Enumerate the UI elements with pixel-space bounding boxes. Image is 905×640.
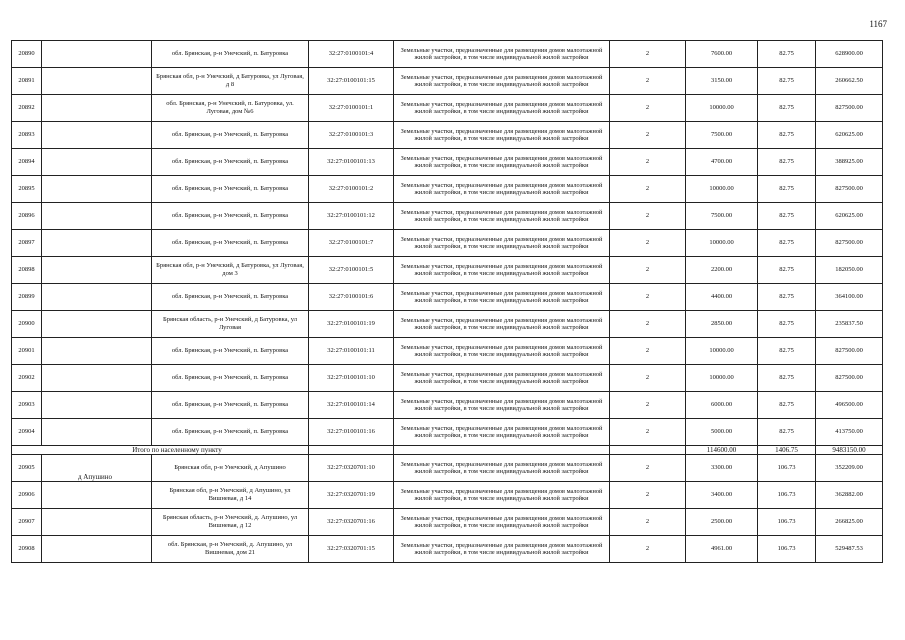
row-land-purpose: Земельные участки, предназначенные для размещения домов малоэтажной жилой застройки, в том числе индивидуальной жилой застройки xyxy=(394,392,610,419)
row-spacer xyxy=(42,284,152,311)
table-body-batyrovka xyxy=(12,41,883,446)
row-group: 2 xyxy=(610,365,686,392)
row-group: 2 xyxy=(610,536,686,563)
row-cadastral-value: 364100.00 xyxy=(816,284,883,311)
row-cadastral-value: 827500.00 xyxy=(816,176,883,203)
row-rate: 82.75 xyxy=(758,41,816,68)
row-address: Брянская область, р-н Унечский, д Батуровка, ул Луговая xyxy=(152,311,309,338)
row-area: 2850.00 xyxy=(686,311,758,338)
row-area: 2200.00 xyxy=(686,257,758,284)
row-rate: 82.75 xyxy=(758,230,816,257)
table-row xyxy=(12,230,883,257)
row-land-purpose: Земельные участки, предназначенные для размещения домов малоэтажной жилой застройки, в том числе индивидуальной жилой застройки xyxy=(394,419,610,446)
subtotal-row xyxy=(12,446,883,455)
table-row xyxy=(12,203,883,230)
row-group: 2 xyxy=(610,419,686,446)
row-rate: 82.75 xyxy=(758,311,816,338)
row-land-purpose: Земельные участки, предназначенные для размещения домов малоэтажной жилой застройки, в том числе индивидуальной жилой застройки xyxy=(394,455,610,482)
row-spacer xyxy=(42,41,152,68)
row-number: 20899 xyxy=(12,284,42,311)
row-number: 20906 xyxy=(12,482,42,509)
row-number: 20905 xyxy=(12,455,42,482)
row-spacer xyxy=(42,122,152,149)
row-land-purpose: Земельные участки, предназначенные для размещения домов малоэтажной жилой застройки, в том числе индивидуальной жилой застройки xyxy=(394,95,610,122)
row-number: 20898 xyxy=(12,257,42,284)
row-address: обл. Брянская, р-н Унечский, п. Батуровка xyxy=(152,338,309,365)
cadastral-value-table xyxy=(11,40,883,563)
row-rate: 82.75 xyxy=(758,203,816,230)
row-rate: 82.75 xyxy=(758,122,816,149)
table-row xyxy=(12,392,883,419)
row-address: Брянская обл, р-н Унечский, д Батуровка, ул Луговая, д 8 xyxy=(152,68,309,95)
row-cadastral-number: 32:27:0100101:3 xyxy=(309,122,394,149)
row-cadastral-value: 620625.00 xyxy=(816,122,883,149)
row-cadastral-value: 362882.00 xyxy=(816,482,883,509)
row-number: 20896 xyxy=(12,203,42,230)
row-group: 2 xyxy=(610,95,686,122)
row-cadastral-number: 32:27:0100101:19 xyxy=(309,311,394,338)
row-spacer xyxy=(42,176,152,203)
row-number: 20901 xyxy=(12,338,42,365)
row-land-purpose: Земельные участки, предназначенные для размещения домов малоэтажной жилой застройки, в том числе индивидуальной жилой застройки xyxy=(394,365,610,392)
row-rate: 82.75 xyxy=(758,284,816,311)
row-spacer xyxy=(42,509,152,536)
subtotal-rate: 1406.75 xyxy=(758,446,816,455)
row-address: обл. Брянская, р-н Унечский, п. Батуровка xyxy=(152,203,309,230)
row-cadastral-number: 32:27:0100101:1 xyxy=(309,95,394,122)
row-group: 2 xyxy=(610,203,686,230)
row-area: 3300.00 xyxy=(686,455,758,482)
subtotal-empty-2 xyxy=(394,446,610,455)
row-address: обл. Брянская, р-н Унечский, п. Батуровка xyxy=(152,365,309,392)
row-area: 2500.00 xyxy=(686,509,758,536)
row-spacer xyxy=(42,482,152,509)
row-spacer xyxy=(42,68,152,95)
row-group: 2 xyxy=(610,482,686,509)
row-land-purpose: Земельные участки, предназначенные для размещения домов малоэтажной жилой застройки, в том числе индивидуальной жилой застройки xyxy=(394,176,610,203)
row-cadastral-number: 32:27:0100101:10 xyxy=(309,365,394,392)
row-address: Брянская обл, р-н Унечский, д Батуровка, ул Луговая, дом 3 xyxy=(152,257,309,284)
row-area: 4700.00 xyxy=(686,149,758,176)
table-row xyxy=(12,41,883,68)
subtotal-label: Итого по населенному пункту xyxy=(12,446,309,455)
row-group: 2 xyxy=(610,230,686,257)
table-row xyxy=(12,509,883,536)
row-number: 20895 xyxy=(12,176,42,203)
row-cadastral-value: 620625.00 xyxy=(816,203,883,230)
table-row xyxy=(12,455,883,482)
row-cadastral-value: 827500.00 xyxy=(816,365,883,392)
row-land-purpose: Земельные участки, предназначенные для размещения домов малоэтажной жилой застройки, в том числе индивидуальной жилой застройки xyxy=(394,284,610,311)
subtotal-area: 114600.00 xyxy=(686,446,758,455)
row-number: 20907 xyxy=(12,509,42,536)
row-area: 7500.00 xyxy=(686,203,758,230)
page-number: 1167 xyxy=(869,19,887,29)
subtotal-value: 9483150.00 xyxy=(816,446,883,455)
row-address: обл. Брянская, р-н Унечский, п. Батуровка xyxy=(152,284,309,311)
row-land-purpose: Земельные участки, предназначенные для размещения домов малоэтажной жилой застройки, в том числе индивидуальной жилой застройки xyxy=(394,509,610,536)
row-rate: 82.75 xyxy=(758,338,816,365)
row-cadastral-value: 266825.00 xyxy=(816,509,883,536)
row-rate: 82.75 xyxy=(758,68,816,95)
row-cadastral-number: 32:27:0320701:10 xyxy=(309,455,394,482)
row-address: обл. Брянская, р-н Унечский, д. Апушино, ул Вишневая, дом 21 xyxy=(152,536,309,563)
row-group: 2 xyxy=(610,284,686,311)
row-number: 20897 xyxy=(12,230,42,257)
row-number: 20903 xyxy=(12,392,42,419)
row-number: 20894 xyxy=(12,149,42,176)
row-address: обл. Брянская, р-н Унечский, п. Батуровка, ул. Луговая, дом №6 xyxy=(152,95,309,122)
row-address: обл. Брянская, р-н Унечский, п. Батуровка xyxy=(152,149,309,176)
row-address: обл. Брянская, р-н Унечский, п. Батуровка xyxy=(152,419,309,446)
table-row xyxy=(12,365,883,392)
row-spacer xyxy=(42,149,152,176)
row-group: 2 xyxy=(610,68,686,95)
row-rate: 82.75 xyxy=(758,365,816,392)
row-cadastral-number: 32:27:0320701:19 xyxy=(309,482,394,509)
table-row xyxy=(12,482,883,509)
row-area: 10000.00 xyxy=(686,95,758,122)
row-spacer xyxy=(42,95,152,122)
row-number: 20892 xyxy=(12,95,42,122)
row-group: 2 xyxy=(610,257,686,284)
row-number: 20891 xyxy=(12,68,42,95)
row-cadastral-value: 413750.00 xyxy=(816,419,883,446)
row-cadastral-value: 388925.00 xyxy=(816,149,883,176)
row-rate: 82.75 xyxy=(758,149,816,176)
row-land-purpose: Земельные участки, предназначенные для размещения домов малоэтажной жилой застройки, в том числе индивидуальной жилой застройки xyxy=(394,536,610,563)
row-group: 2 xyxy=(610,149,686,176)
row-group: 2 xyxy=(610,509,686,536)
subtotal-empty-3 xyxy=(610,446,686,455)
row-land-purpose: Земельные участки, предназначенные для размещения домов малоэтажной жилой застройки, в том числе индивидуальной жилой застройки xyxy=(394,68,610,95)
row-cadastral-value: 827500.00 xyxy=(816,230,883,257)
row-address: Брянская обл, р-н Унечский, д Апушино, ул Вишневая, д 14 xyxy=(152,482,309,509)
row-group: 2 xyxy=(610,455,686,482)
row-address: обл. Брянская, р-н Унечский, п. Батуровка xyxy=(152,122,309,149)
row-area: 4961.00 xyxy=(686,536,758,563)
row-land-purpose: Земельные участки, предназначенные для размещения домов малоэтажной жилой застройки, в том числе индивидуальной жилой застройки xyxy=(394,311,610,338)
row-cadastral-number: 32:27:0100101:13 xyxy=(309,149,394,176)
row-spacer xyxy=(42,203,152,230)
row-cadastral-number: 32:27:0100101:2 xyxy=(309,176,394,203)
row-cadastral-number: 32:27:0100101:4 xyxy=(309,41,394,68)
row-cadastral-value: 352209.00 xyxy=(816,455,883,482)
row-group: 2 xyxy=(610,338,686,365)
row-spacer xyxy=(42,365,152,392)
row-address: Брянская область, р-н Унечский, д. Апушино, ул Вишневая, д 12 xyxy=(152,509,309,536)
row-land-purpose: Земельные участки, предназначенные для размещения домов малоэтажной жилой застройки, в том числе индивидуальной жилой застройки xyxy=(394,482,610,509)
row-address: обл. Брянская, р-н Унечский, п. Батуровка xyxy=(152,176,309,203)
row-cadastral-number: 32:27:0100101:11 xyxy=(309,338,394,365)
row-area: 10000.00 xyxy=(686,176,758,203)
row-land-purpose: Земельные участки, предназначенные для размещения домов малоэтажной жилой застройки, в том числе индивидуальной жилой застройки xyxy=(394,257,610,284)
row-area: 10000.00 xyxy=(686,365,758,392)
row-spacer xyxy=(42,419,152,446)
row-rate: 106.73 xyxy=(758,455,816,482)
row-cadastral-number: 32:27:0100101:14 xyxy=(309,392,394,419)
table-row xyxy=(12,338,883,365)
row-number: 20902 xyxy=(12,365,42,392)
row-spacer xyxy=(42,536,152,563)
row-address: обл. Брянская, р-н Унечский, п. Батуровка xyxy=(152,41,309,68)
row-land-purpose: Земельные участки, предназначенные для размещения домов малоэтажной жилой застройки, в том числе индивидуальной жилой застройки xyxy=(394,230,610,257)
row-rate: 106.73 xyxy=(758,536,816,563)
row-cadastral-number: 32:27:0320701:15 xyxy=(309,536,394,563)
row-area: 7500.00 xyxy=(686,122,758,149)
row-cadastral-number: 32:27:0100101:15 xyxy=(309,68,394,95)
row-cadastral-value: 182050.00 xyxy=(816,257,883,284)
table-row xyxy=(12,311,883,338)
row-number: 20900 xyxy=(12,311,42,338)
row-cadastral-number: 32:27:0100101:16 xyxy=(309,419,394,446)
row-cadastral-value: 529487.53 xyxy=(816,536,883,563)
row-cadastral-number: 32:27:0100101:5 xyxy=(309,257,394,284)
table-row xyxy=(12,419,883,446)
row-spacer xyxy=(42,392,152,419)
row-spacer xyxy=(42,311,152,338)
row-area: 6000.00 xyxy=(686,392,758,419)
row-land-purpose: Земельные участки, предназначенные для размещения домов малоэтажной жилой застройки, в том числе индивидуальной жилой застройки xyxy=(394,122,610,149)
row-address: Брянская обл, р-н Унечский, д Апушино xyxy=(152,455,309,482)
row-rate: 82.75 xyxy=(758,176,816,203)
table-row xyxy=(12,257,883,284)
table-row xyxy=(12,68,883,95)
row-cadastral-value: 628900.00 xyxy=(816,41,883,68)
row-cadastral-value: 496500.00 xyxy=(816,392,883,419)
table-row xyxy=(12,536,883,563)
row-area: 10000.00 xyxy=(686,230,758,257)
row-cadastral-number: 32:27:0100101:6 xyxy=(309,284,394,311)
row-spacer xyxy=(42,338,152,365)
row-cadastral-number: 32:27:0100101:12 xyxy=(309,203,394,230)
row-land-purpose: Земельные участки, предназначенные для размещения домов малоэтажной жилой застройки, в том числе индивидуальной жилой застройки xyxy=(394,41,610,68)
table-subtotal xyxy=(12,446,883,455)
row-area: 10000.00 xyxy=(686,338,758,365)
row-cadastral-value: 260662.50 xyxy=(816,68,883,95)
table-row xyxy=(12,95,883,122)
row-group: 2 xyxy=(610,41,686,68)
row-group: 2 xyxy=(610,176,686,203)
row-rate: 82.75 xyxy=(758,95,816,122)
row-area: 5000.00 xyxy=(686,419,758,446)
table-body-apushino xyxy=(12,455,883,563)
row-spacer xyxy=(42,230,152,257)
table-row xyxy=(12,176,883,203)
row-rate: 82.75 xyxy=(758,257,816,284)
row-number: 20890 xyxy=(12,41,42,68)
row-area: 3150.00 xyxy=(686,68,758,95)
row-area: 3400.00 xyxy=(686,482,758,509)
row-address: обл. Брянская, р-н Унечский, п. Батуровка xyxy=(152,392,309,419)
locality-heading: д Апушино xyxy=(78,473,112,481)
row-group: 2 xyxy=(610,311,686,338)
row-cadastral-value: 827500.00 xyxy=(816,95,883,122)
row-land-purpose: Земельные участки, предназначенные для размещения домов малоэтажной жилой застройки, в том числе индивидуальной жилой застройки xyxy=(394,149,610,176)
subtotal-empty-1 xyxy=(309,446,394,455)
row-cadastral-number: 32:27:0320701:16 xyxy=(309,509,394,536)
row-number: 20908 xyxy=(12,536,42,563)
row-land-purpose: Земельные участки, предназначенные для размещения домов малоэтажной жилой застройки, в том числе индивидуальной жилой застройки xyxy=(394,338,610,365)
row-cadastral-value: 827500.00 xyxy=(816,338,883,365)
row-rate: 82.75 xyxy=(758,419,816,446)
row-area: 7600.00 xyxy=(686,41,758,68)
row-cadastral-value: 235837.50 xyxy=(816,311,883,338)
row-spacer xyxy=(42,257,152,284)
table-row xyxy=(12,284,883,311)
table-row xyxy=(12,149,883,176)
row-address: обл. Брянская, р-н Унечский, п. Батуровка xyxy=(152,230,309,257)
row-cadastral-number: 32:27:0100101:7 xyxy=(309,230,394,257)
row-rate: 106.73 xyxy=(758,509,816,536)
row-group: 2 xyxy=(610,122,686,149)
row-number: 20904 xyxy=(12,419,42,446)
row-rate: 82.75 xyxy=(758,392,816,419)
row-rate: 106.73 xyxy=(758,482,816,509)
row-number: 20893 xyxy=(12,122,42,149)
row-group: 2 xyxy=(610,392,686,419)
row-area: 4400.00 xyxy=(686,284,758,311)
row-land-purpose: Земельные участки, предназначенные для размещения домов малоэтажной жилой застройки, в том числе индивидуальной жилой застройки xyxy=(394,203,610,230)
table-row xyxy=(12,122,883,149)
